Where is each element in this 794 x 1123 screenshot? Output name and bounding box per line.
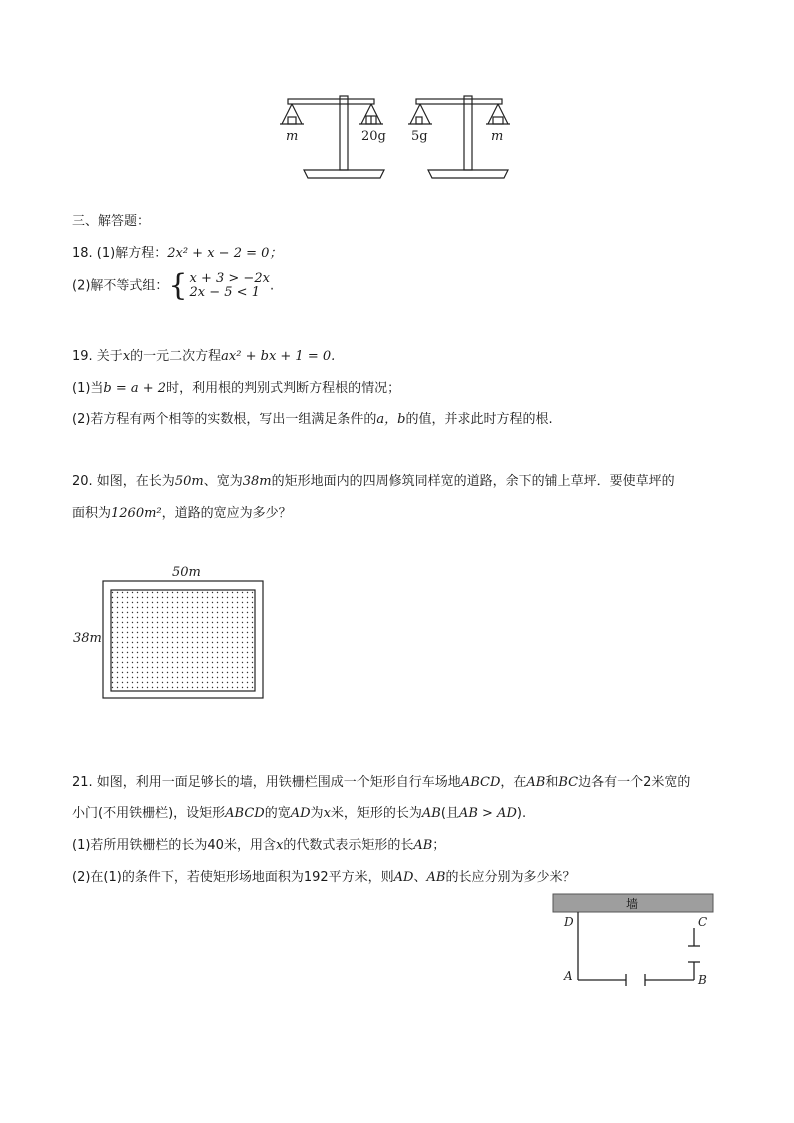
right-scale-left-label: 5g: [411, 129, 428, 144]
q20-width: 38m: [242, 474, 272, 489]
left-scale-left-label: m: [286, 129, 299, 144]
q21-line1-a: 21. 如图，利用一面足够长的墙，用铁栅栏围成一个矩形自行车场地: [72, 775, 461, 790]
q19-part1-a: (1)当: [72, 381, 104, 396]
q21-abcd-2: ABCD: [225, 806, 265, 821]
q21-part1-b: 的代数式表示矩形的长: [283, 838, 414, 853]
q21-bike-yard-figure: [550, 892, 720, 992]
q21-line1-b: ，在: [500, 775, 527, 790]
q20-area: 1260m²: [111, 506, 162, 521]
q20-lawn-area: [111, 590, 255, 691]
section-heading: 三、解答题：: [72, 214, 151, 229]
q21-part2-ad: AD: [393, 870, 414, 885]
q21-condition: AB > AD: [458, 806, 517, 821]
q19-stem-x: x: [122, 349, 131, 364]
q21-part2-c: 的长应分别为多少米？: [445, 870, 576, 885]
q20-line1-b: 、宽为: [203, 474, 243, 489]
q20-line2: [72, 505, 292, 523]
q20-figure-top-label: 50m: [172, 565, 201, 580]
q18-part2-prefix: (2)解不等式组：: [72, 278, 169, 294]
q21-part2-b: 、: [413, 870, 427, 885]
q19-part2: [72, 411, 553, 429]
q21-line2-d: 米，矩形的长为: [330, 806, 422, 821]
q19-part1: [72, 380, 400, 398]
q19-stem-a: 19. 关于: [72, 349, 123, 364]
right-scale-right-label: m: [491, 129, 504, 144]
q18-part1: [72, 245, 282, 263]
q21-part1-c: ；: [432, 838, 446, 853]
q21-line1: [72, 774, 690, 792]
fence-lines: [578, 912, 700, 986]
q21-line2-f: ).: [516, 806, 527, 821]
q19-part1-b: 时，利用根的判别式判断方程根的情况；: [166, 381, 401, 396]
q21-line2-a: 小门(不用铁栅栏)，设矩形: [72, 806, 226, 821]
q19-stem-b: 的一元二次方程: [130, 349, 222, 364]
q21-ad: AD: [290, 806, 311, 821]
wall-label: 墙: [626, 897, 639, 911]
q21-part2: [72, 869, 575, 887]
q21-abcd: ABCD: [460, 775, 501, 790]
q18-part2: [72, 268, 275, 303]
inequality-system: [168, 268, 270, 303]
q21-part2-a: (2)在(1)的条件下，若使矩形场地面积为192平方米，则: [72, 870, 394, 885]
q21-line1-c: 和: [545, 775, 559, 790]
point-d-label: D: [564, 915, 574, 929]
q18-part1-prefix: 18. (1)解方程：: [72, 246, 168, 261]
point-b-label: B: [698, 973, 707, 987]
q20-figure-side-label: 38m: [73, 631, 102, 646]
left-scale-right-label: 20g: [361, 129, 386, 144]
balance-scales-figure: [270, 88, 530, 184]
q21-line2-c: 为: [310, 806, 324, 821]
q21-part1: [72, 837, 445, 855]
q20-line1-a: 20. 如图，在长为: [72, 474, 175, 489]
q19-equation: ax² + bx + 1 = 0.: [221, 349, 336, 364]
q21-part1-ab: AB: [413, 838, 433, 853]
q20-line1: [72, 473, 675, 491]
q19-part2-a: (2)若方程有两个相等的实数根，写出一组满足条件的: [72, 412, 377, 427]
q20-length: 50m: [174, 474, 204, 489]
q21-part2-ab: AB: [426, 870, 446, 885]
point-c-label: C: [698, 915, 708, 929]
q21-bc: BC: [558, 775, 579, 790]
q20-rectangle-figure: [70, 560, 270, 705]
q19-part1-eq: b = a + 2: [103, 381, 167, 396]
q21-line2-b: 的宽: [264, 806, 291, 821]
q21-part1-x: x: [275, 838, 284, 853]
point-a-label: A: [564, 969, 573, 983]
q21-line2-e: (且: [440, 806, 459, 821]
q21-ab: AB: [526, 775, 546, 790]
q21-part1-a: (1)若所用铁栅栏的长为40米，用含: [72, 838, 276, 853]
q19-part2-vars: a，b: [376, 412, 406, 427]
q21-line1-d: 边各有一个2米宽的: [578, 775, 691, 790]
q20-line2-b: ，道路的宽应为多少？: [161, 506, 292, 521]
q20-line1-c: 的矩形地面内的四周修筑同样宽的道路，余下的铺上草坪．要使草坪的: [271, 474, 675, 489]
q18-part2-suffix: .: [269, 278, 275, 294]
q19-part2-b: 的值，并求此时方程的根.: [405, 412, 553, 427]
q21-x: x: [323, 806, 331, 821]
q18-equation: 2x² + x − 2 = 0；: [167, 246, 283, 261]
inequality-row-2: 2x − 5 < 1: [189, 285, 260, 300]
q21-line2: [72, 805, 526, 823]
q19-stem: [72, 348, 335, 366]
q20-line2-a: 面积为: [72, 506, 112, 521]
brace-icon: {: [168, 268, 188, 303]
q21-ab-2: AB: [421, 806, 441, 821]
inequality-row-1: x + 3 > −2x: [189, 271, 270, 286]
